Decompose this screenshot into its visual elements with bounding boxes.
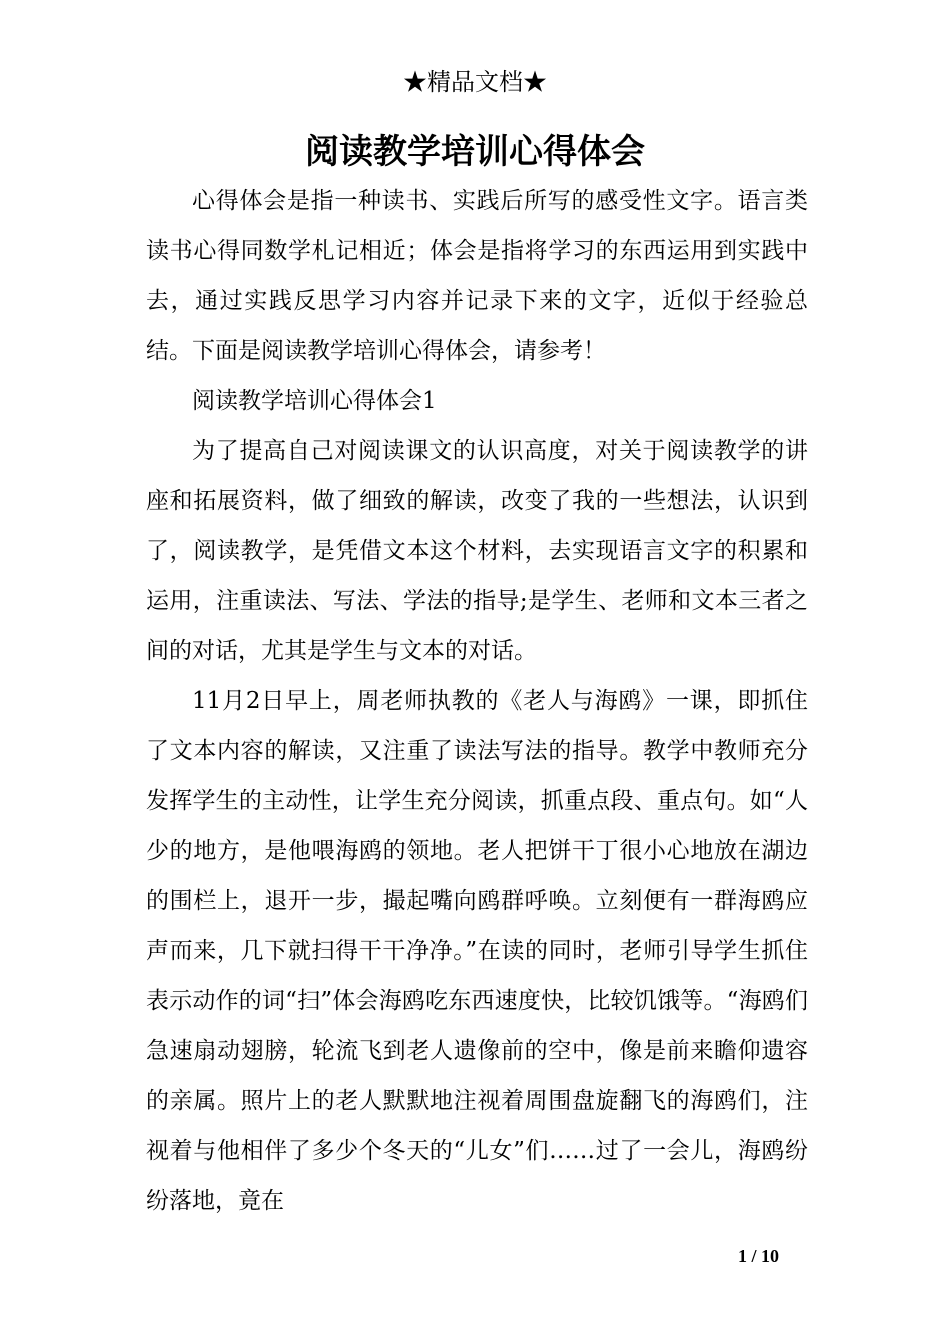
section-heading: 阅读教学培训心得体会1 bbox=[192, 388, 437, 414]
document-title: 阅读教学培训心得体会 bbox=[305, 132, 645, 172]
paragraph: 11月2日早上，周老师执教的《老人与海鸥》一课，即抓住了文本内容的解读，又注重了读法写法的指导。教学中教师充分发挥学生的主动性，让学生充分阅读，抓重点段、重点句。如“人少的地方，是他喂海鸥的领地。老人把饼干丁很小心地放在湖边的围栏上，退开一步，撮起嘴向鸥群呼唤。立刻便有一群海鸥应声而来，几下就扫得干干净净。”在读的同时，老师引导学生抓住表示动作的词“扫”体会海鸥吃东西速度快，比较饥饿等。“海鸥们急速扇动翅膀，轮流飞到老人遗像前的空中，像是前来瞻仰遗容的亲属。照片上的老人默默地注视着周围盘旋翻飞的海鸥们，注视着与他相伴了多少个冬天的“儿女”们……过了一会儿，海鸥纷纷落地，竟在 bbox=[146, 688, 808, 1214]
page-header: ★精品文档★ bbox=[403, 68, 547, 96]
paragraph: 为了提高自己对阅读课文的认识高度，对关于阅读教学的讲座和拓展资料，做了细致的解读，改变了我的一些想法，认识到了，阅读教学，是凭借文本这个材料，去实现语言文字的积累和运用，注重读法、写法、学法的指导;是学生、老师和文本三者之间的对话，尤其是学生与文本的对话。 bbox=[146, 438, 808, 664]
page-number: 1 / 10 bbox=[738, 1246, 780, 1266]
paragraph-intro: 心得体会是指一种读书、实践后所写的感受性文字。语言类读书心得同数学札记相近；体会是指将学习的东西运用到实践中去，通过实践反思学习内容并记录下来的文字，近似于经验总结。下面是阅读教学培训心得体会，请参考！ bbox=[146, 188, 808, 364]
document-body bbox=[146, 176, 808, 1226]
